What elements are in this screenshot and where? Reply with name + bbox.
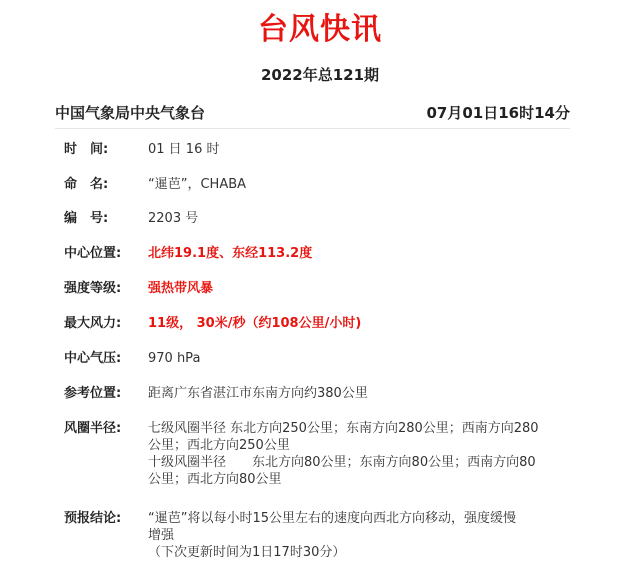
field-label: 最大风力:: [64, 316, 122, 331]
field-value: [148, 420, 564, 488]
field-name: [64, 176, 564, 193]
field-label: 中心位置:: [64, 246, 122, 261]
field-pressure: [64, 350, 564, 367]
field-value: 距离广东省湛江市东南方向约380公里: [148, 386, 368, 401]
field-label: 中心气压:: [64, 351, 122, 366]
field-label: 预报结论:: [64, 511, 122, 526]
field-value: 11级， 30米/秒（约108公里/小时): [148, 316, 362, 331]
field-center: [64, 245, 564, 262]
field-label: 风圈半径:: [64, 421, 122, 436]
issue-number: 2022年总121期: [260, 66, 380, 84]
field-label: 命 名:: [64, 177, 109, 192]
wind-radius-line: 公里；西北方向250公里: [148, 438, 290, 453]
field-label: 时 间:: [64, 142, 109, 157]
bulletin-header: [55, 100, 570, 124]
field-max-wind: [64, 315, 564, 332]
field-value: [148, 510, 564, 561]
field-value: 01 日 16 时: [148, 142, 220, 157]
field-label: 参考位置:: [64, 386, 122, 401]
field-label: 编 号:: [64, 211, 109, 226]
field-wind-radius: [64, 420, 564, 488]
field-time: [64, 141, 564, 158]
field-intensity: [64, 280, 564, 297]
header-divider: [55, 128, 570, 129]
forecast-line: “暹芭”将以每小时15公里左右的速度向西北方向移动，强度缓慢: [148, 511, 517, 526]
field-forecast: [64, 510, 564, 561]
forecast-line: （下次更新时间为1日17时30分）: [148, 545, 346, 560]
field-number: [64, 210, 564, 227]
wind-radius-line: 十级风圈半径 东北方向80公里；东南方向80公里；西南方向80: [148, 455, 536, 470]
field-value: 2203 号: [148, 211, 199, 226]
wind-radius-line: 七级风圈半径 东北方向250公里；东南方向280公里；西南方向280: [148, 421, 539, 436]
field-label: 强度等级:: [64, 281, 122, 296]
page-title: 台风快讯: [258, 12, 382, 47]
wind-radius-line: 公里；西北方向80公里: [148, 472, 282, 487]
issue-time: 07月01日16时14分: [426, 103, 570, 122]
field-value: 强热带风暴: [148, 281, 214, 296]
field-value: “暹芭”，CHABA: [148, 177, 247, 192]
field-value: 970 hPa: [148, 351, 201, 366]
agency-name: 中国气象局中央气象台: [55, 103, 206, 122]
field-reference: [64, 385, 564, 402]
field-value: 北纬19.1度、东经113.2度: [148, 246, 313, 261]
forecast-line: 增强: [148, 528, 175, 543]
